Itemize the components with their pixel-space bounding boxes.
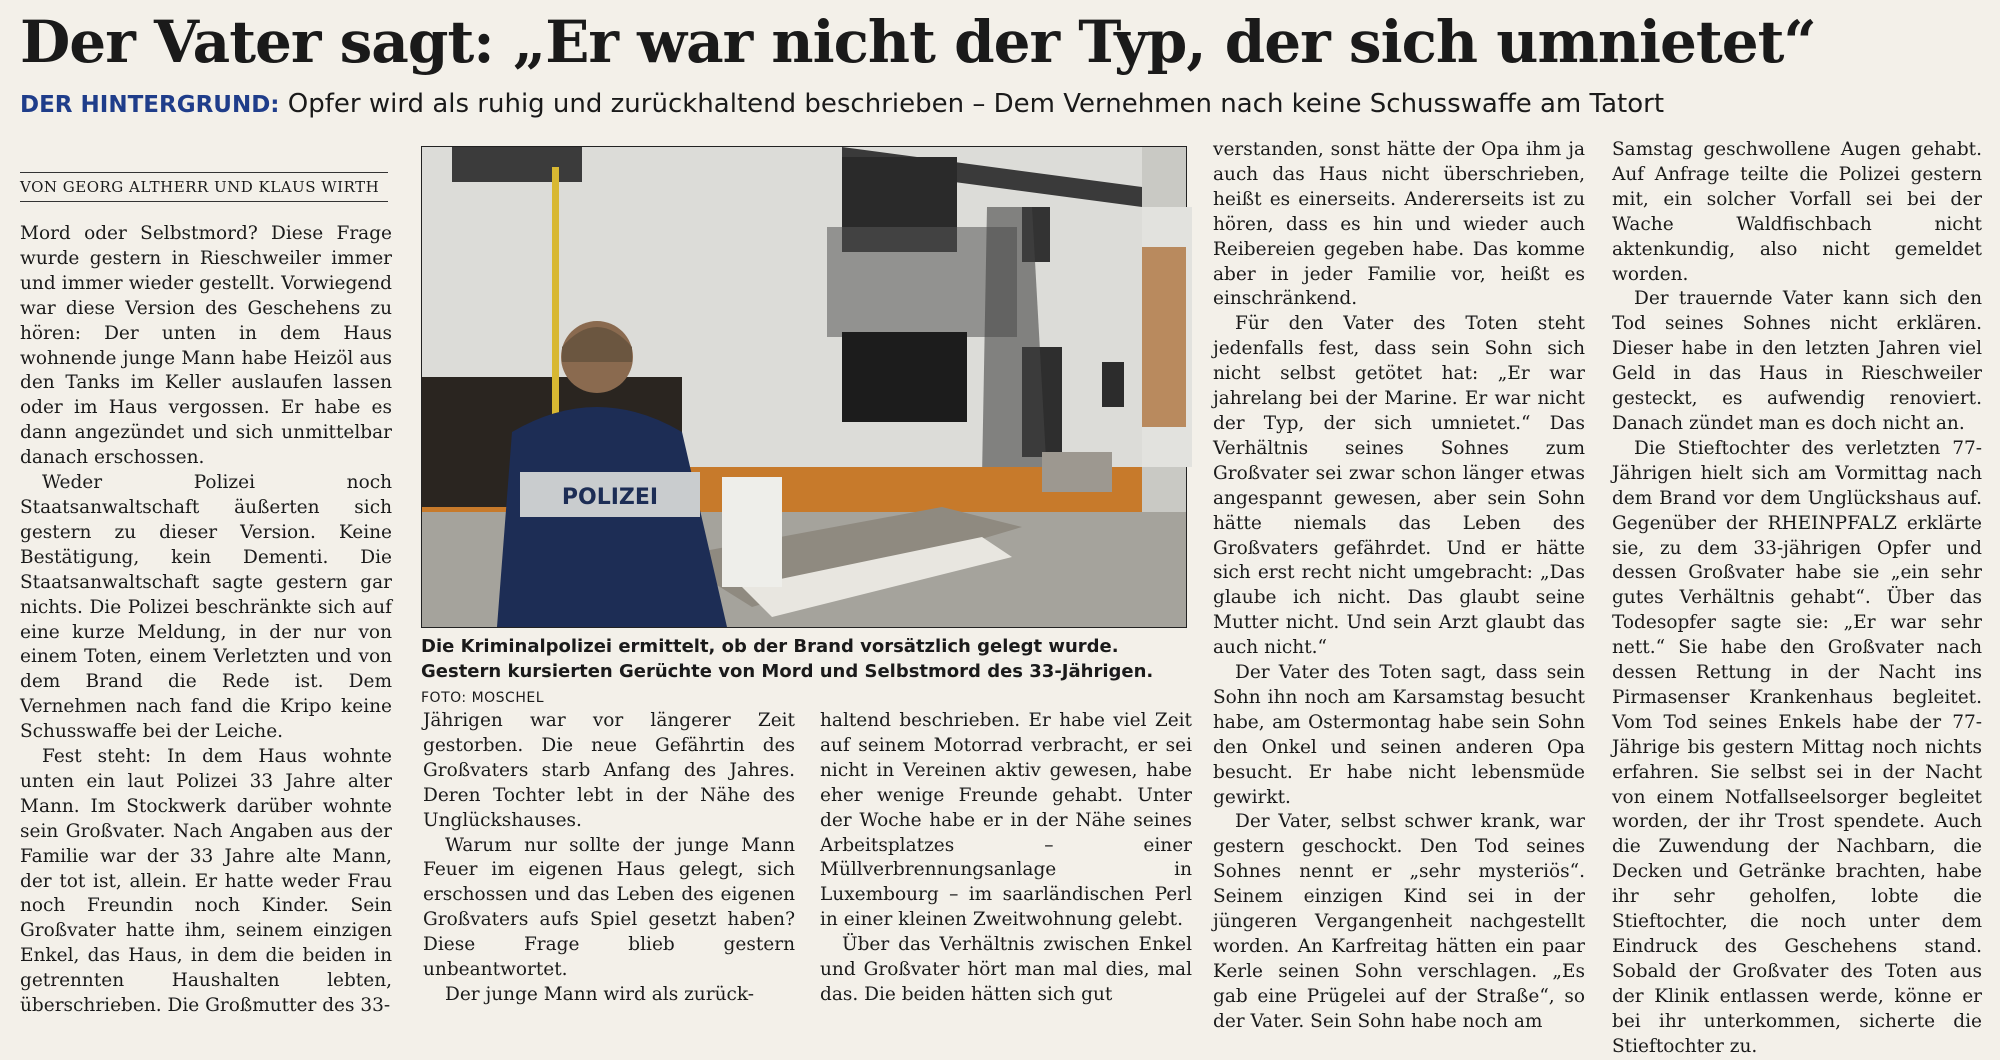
paragraph: Die Stieftochter des verletzten 77-Jährigen hielt sich am Vormittag nach dem Brand vor dem Unglückshaus auf. Gegenüber der RHEINPFALZ erklärte sie, zu dem 33-jährigen Opfer und dessen Großvater habe sie „ein sehr gutes Verhältnis gehabt“. Über das Todesopfer sagte sie: „Er war sehr nett.“ Sie habe den Großvater nach dessen Rettung in der Nacht ins Pirmasenser Krankenhaus begleitet. Vom Tod seines Enkels habe der 77-Jährige bis gestern Mittag noch nichts erfahren. Sie selbst sei in der Nacht von einem Notfallseelsorger begleitet worden, der ihr Trost spendete. Auch die Zuwendung der Nachbarn, die Decken und Getränke brachten, habe ihr sehr geholfen, lobte die Stieftochter, die noch unter dem Eindruck des Geschehens stand. Sobald der Großvater des Toten aus der Klinik entlassen werde, könne er bei ihr unterkommen, sicherte die Stieftochter zu. [1612, 437, 1982, 1057]
headline: Der Vater sagt: „Er war nicht der Typ, der sich umnietet“ [20, 8, 1816, 76]
article-column-4 [1213, 138, 1585, 1032]
article-column-5 [1612, 138, 1982, 1057]
paragraph: Mord oder Selbstmord? Diese Frage wurde gestern in Rieschweiler immer und immer wieder gestellt. Vorwiegend war diese Version des Geschehens zu hören: Der unten in dem Haus wohnende junge Mann habe Heizöl aus den Tanks im Keller auslaufen lassen oder im Haus vergossen. Er habe es dann angezündet und sich unmittelbar danach erschossen. [20, 223, 392, 469]
article-column-2 [423, 709, 795, 1024]
subheadline-row [20, 84, 1990, 125]
kicker: DER HINTERGRUND: [20, 92, 280, 118]
paragraph: Der trauernde Vater kann sich den Tod seines Sohnes nicht erklären. Dieser habe in den letzten Jahren viel Geld in das Haus in Rieschweiler gesteckt, es aufwendig renoviert. Danach zündet man es doch nicht an. [1612, 288, 1982, 434]
paragraph: Fest steht: In dem Haus wohnte unten ein laut Polizei 33 Jahre alter Mann. Im Stockwerk darüber wohnte sein Großvater. Nach Angaben aus der Familie war der 33 Jahre alte Mann, der tot ist, allein. Er hatte weder Frau noch Freundin noch Kinder. Sein Großvater hatte ihm, seinem einzigen Enkel, das Haus, in dem die beiden in getrennten Haushalten lebten, überschrieben. Die Großmutter des 33- [20, 746, 392, 1017]
jacket-label: POLIZEI [561, 485, 659, 510]
article-column-3 [820, 709, 1192, 1024]
photo-caption [421, 634, 1193, 711]
paragraph: Der Vater, selbst schwer krank, war gestern geschockt. Den Tod seines Sohnes nennt er „sehr mysteriös“. Seinem einzigen Kind sei in der jüngeren Vergangenheit nachgestellt worden. An Karfreitag hätten ein paar Kerle seinen Sohn verschlagen. „Es gab eine Prügelei auf der Straße“, so der Vater. Sein Sohn habe noch am [1213, 811, 1585, 1032]
paragraph: haltend beschrieben. Er habe viel Zeit auf seinem Motorrad verbracht, er sei nicht in Vereinen aktiv gewesen, habe eher wenige Freunde gehabt. Unter der Woche habe er in der Nähe seines Arbeitsplatzes – einer Müllverbrennungsanlage in Luxembourg – im saarländischen Perl in einer kleinen Zweitwohnung gelebt. [820, 710, 1192, 931]
paragraph: Warum nur sollte der junge Mann Feuer im eigenen Haus gelegt, sich erschossen und das Leben des eigenen Großvaters aufs Spiel gesetzt haben? Diese Frage blieb gestern unbeantwortet. [423, 834, 795, 981]
news-photo [421, 146, 1187, 628]
photo-credit: FOTO: MOSCHEL [421, 690, 544, 706]
paragraph: Jährigen war vor längerer Zeit gestorben. Die neue Gefährtin des Großvaters starb Anfang des Jahres. Deren Tochter lebt in der Nähe des Unglückshauses. [423, 710, 795, 831]
paragraph: Über das Verhältnis zwischen Enkel und Großvater hört man mal dies, mal das. Die beiden hätten sich gut [820, 934, 1192, 1005]
article-column-1 [20, 222, 392, 1022]
paragraph: Samstag geschwollene Augen gehabt. Auf Anfrage teilte die Polizei gestern mit, ein solcher Vorfall sei bei der Wache Waldfischbach nicht aktenkundig, also nicht gemeldet worden. [1612, 139, 1982, 285]
paragraph: Der Vater des Toten sagt, dass sein Sohn ihn noch am Karsamstag besucht habe, am Ostermontag habe sein Sohn den Onkel und seinen anderen Opa besucht. Er habe nicht lebensmüde gewirkt. [1213, 662, 1585, 808]
paragraph: Der junge Mann wird als zurück- [445, 983, 754, 1005]
caption-text: Die Kriminalpolizei ermittelt, ob der Brand vorsätzlich gelegt wurde. Gestern kursierten Gerüchte von Mord und Selbstmord des 33-Jährigen. [421, 636, 1154, 682]
paragraph: Für den Vater des Toten steht jedenfalls fest, dass sein Sohn sich nicht selbst getötet hat: „Er war jahrelang bei der Marine. Er war nicht der Typ, der sich umnietet.“ Das Verhältnis seines Sohnes zum Großvater sei zwar schon länger etwas angespannt gewesen, aber sein Sohn hätte niemals das Leben des Großvaters gefährdet. Und er hätte sich erst recht nicht umgebracht: „Das glaube ich nicht. Das glaubt seine Mutter nicht. Und sein Arzt glaubt das auch nicht.“ [1213, 313, 1585, 659]
subheadline: Opfer wird als ruhig und zurückhaltend beschrieben – Dem Vernehmen nach keine Schusswaffe am Tatort [287, 89, 1665, 119]
paragraph: Weder Polizei noch Staatsanwaltschaft äußerten sich gestern zu dieser Version. Keine Bestätigung, kein Dementi. Die Staatsanwaltschaft sagte gestern gar nichts. Die Polizei beschränkte sich auf eine kurze Meldung, in der nur von einem Toten, einem Verletzten und von dem Brand die Rede ist. Dem Vernehmen nach fand die Kripo keine Schusswaffe bei der Leiche. [20, 472, 392, 743]
paragraph: verstanden, sonst hätte der Opa ihm ja auch das Haus nicht überschrieben, heißt es einerseits. Andererseits ist zu hören, dass es hin und wieder auch Reibereien gegeben habe. Das komme aber in jeder Familie vor, heißt es einschränkend. [1213, 139, 1585, 310]
byline: VON GEORG ALTHERR UND KLAUS WIRTH [20, 172, 388, 202]
